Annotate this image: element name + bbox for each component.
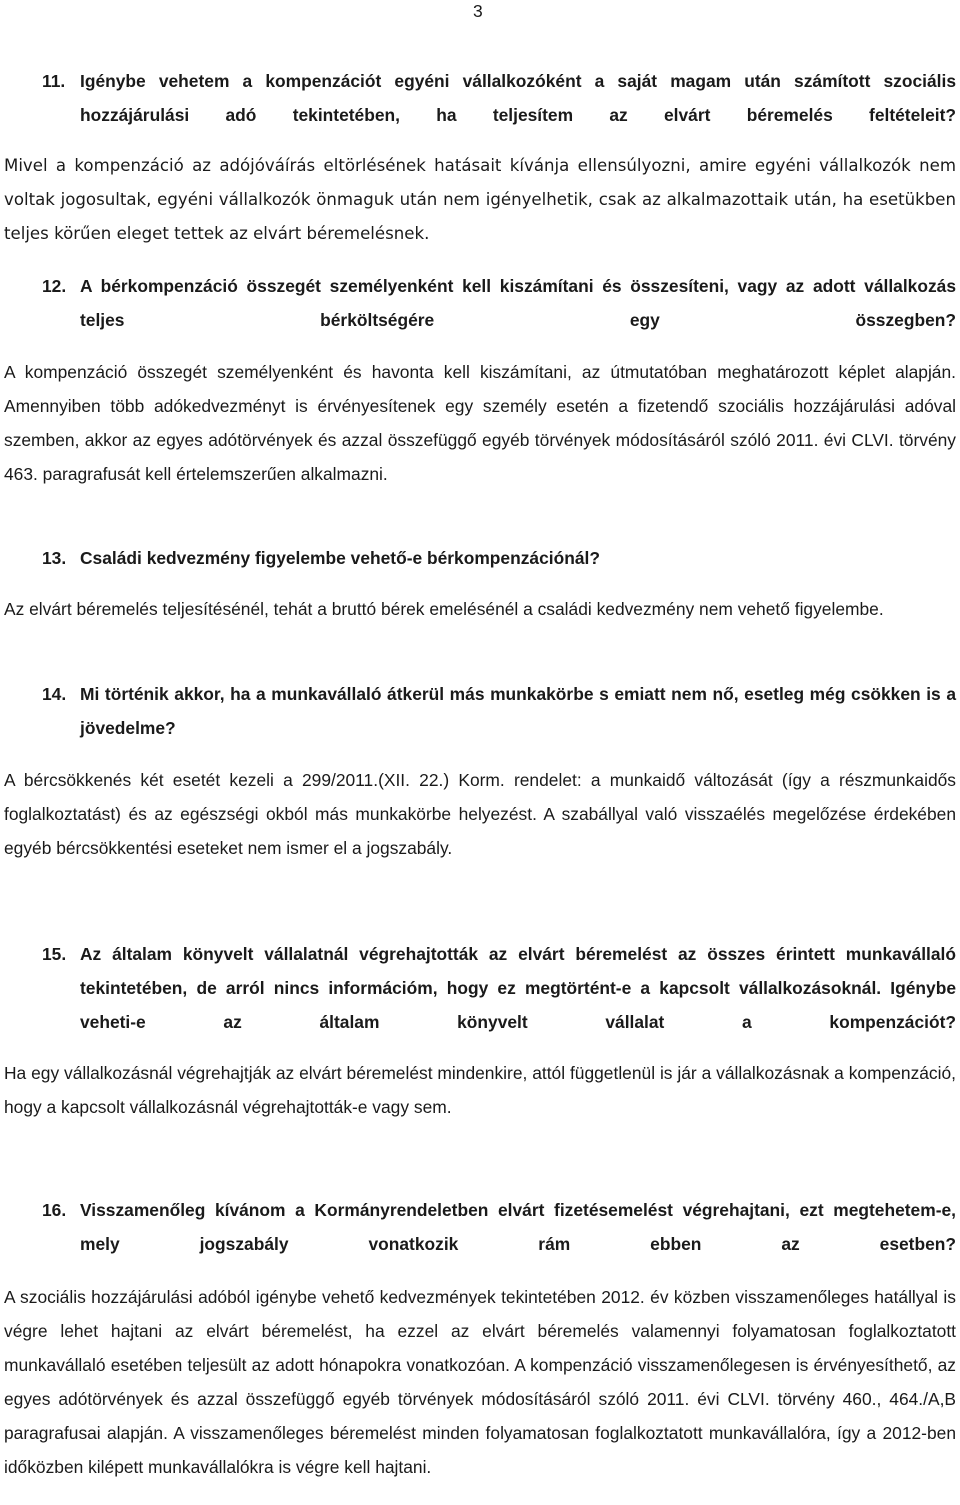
question-number: 16. (42, 1200, 67, 1220)
question-text: Mi történik akkor, ha a munkavállaló átkerül más munkakörbe s emiatt nem nő, esetleg még csökken is a jövedelme? (80, 684, 956, 738)
question-number: 15. (42, 944, 67, 964)
question-text: Visszamenőleg kívánom a Kormányrendeletben elvárt fizetésemelést végrehajtani, ezt megtehetem-e, mely jogszabály vonatkozik rám ebben az esetben? (80, 1200, 956, 1254)
answer-13: Az elvárt béremelés teljesítésénél, tehát a bruttó bérek emelésénél a családi kedvezmény nem vehető figyelembe. (4, 599, 884, 619)
question-text: Az általam könyvelt vállalatnál végrehajtották az elvárt béremelést az összes érintett munkavállaló tekintetében, de arról nincs információm, hogy ez megtörtént-e a kapcsolt vállalkozásoknál. Igénybe veheti-e az általam könyvelt vállalat a kompenzációt? (80, 944, 956, 1032)
question-number: 12. (42, 276, 67, 296)
answer-14: A bércsökkenés két esetét kezeli a 299/2011.(XII. 22.) Korm. rendelet: a munkaidő változását (így a részmunkaidős foglalkoztatást) és az egészségi okból más munkakörbe helyezést. A szabállyal való visszaélés megelőzése érdekében egyéb bércsökkentési eseteket nem ismer el a jogszabály. (4, 770, 956, 858)
answer-12: A kompenzáció összegét személyenként és havonta kell kiszámítani, az útmutatóban meghatározott képlet alapján. Amennyiben több adókedvezményt is érvényesítenek egy személy esetén a fizetendő szociális hozzájárulási adóval szemben, akkor az egyes adótörvények és azzal összefüggő egyéb törvények módosításáról szóló 2011. évi CLVI. törvény 463. paragrafusát kell értelemszerűen alkalmazni. (4, 362, 956, 484)
answer-11: Mivel a kompenzáció az adójóváírás eltörlésének hatásait kívánja ellensúlyozni, amire egyéni vállalkozók nem voltak jogosultak, egyéni vállalkozók önmaguk után nem igényelhetik, csak az alkalmazottaik után, ha esetükben teljes körűen eleget tettek az elvárt béremelésnek. (4, 156, 956, 243)
question-number: 13. (42, 548, 67, 568)
page-number: 3 (473, 1, 483, 21)
question-number: 14. (42, 684, 67, 704)
question-15 (42, 937, 956, 1073)
question-text: Igénybe vehetem a kompenzációt egyéni vállalkozóként a saját magam után számított szociális hozzájárulási adó tekintetében, ha teljesítem az elvárt béremelés feltételeit? (80, 71, 956, 125)
question-number: 11. (42, 71, 66, 91)
question-text: A bérkompenzáció összegét személyenként kell kiszámítani és összesíteni, vagy az adott vállalkozás teljes bérköltségére egy összegben? (80, 276, 956, 330)
answer-16: A szociális hozzájárulási adóból igénybe vehető kedvezmények tekintetében 2012. év közben visszamenőleges hatállyal is végre lehet hajtani az elvárt béremelést, ha ezzel az elvárt béremelés valamennyi folyamatosan foglalkoztatott munkavállaló esetében teljesült az adott hónapokra vonatkozóan. A kompenzáció visszamenőlegesen is érvényesíthető, az egyes adótörvények és azzal összefüggő egyéb törvények módosításáról szóló 2011. évi CLVI. törvény 460., 464./A,B paragrafusai alapján. A visszamenőleges béremelést minden folyamatosan foglalkoztatott munkavállalóra, így a 2012-ben időközben kilépett munkavállalókra is végre kell hajtani. (4, 1287, 956, 1477)
answer-15: Ha egy vállalkozásnál végrehajtják az elvárt béremelést mindenkire, attól függetlenül is jár a vállalkozásnak a kompenzáció, hogy a kapcsolt vállalkozásnál végrehajtották-e vagy sem. (4, 1063, 956, 1117)
question-text: Családi kedvezmény figyelembe vehető-e bérkompenzációnál? (80, 548, 600, 568)
